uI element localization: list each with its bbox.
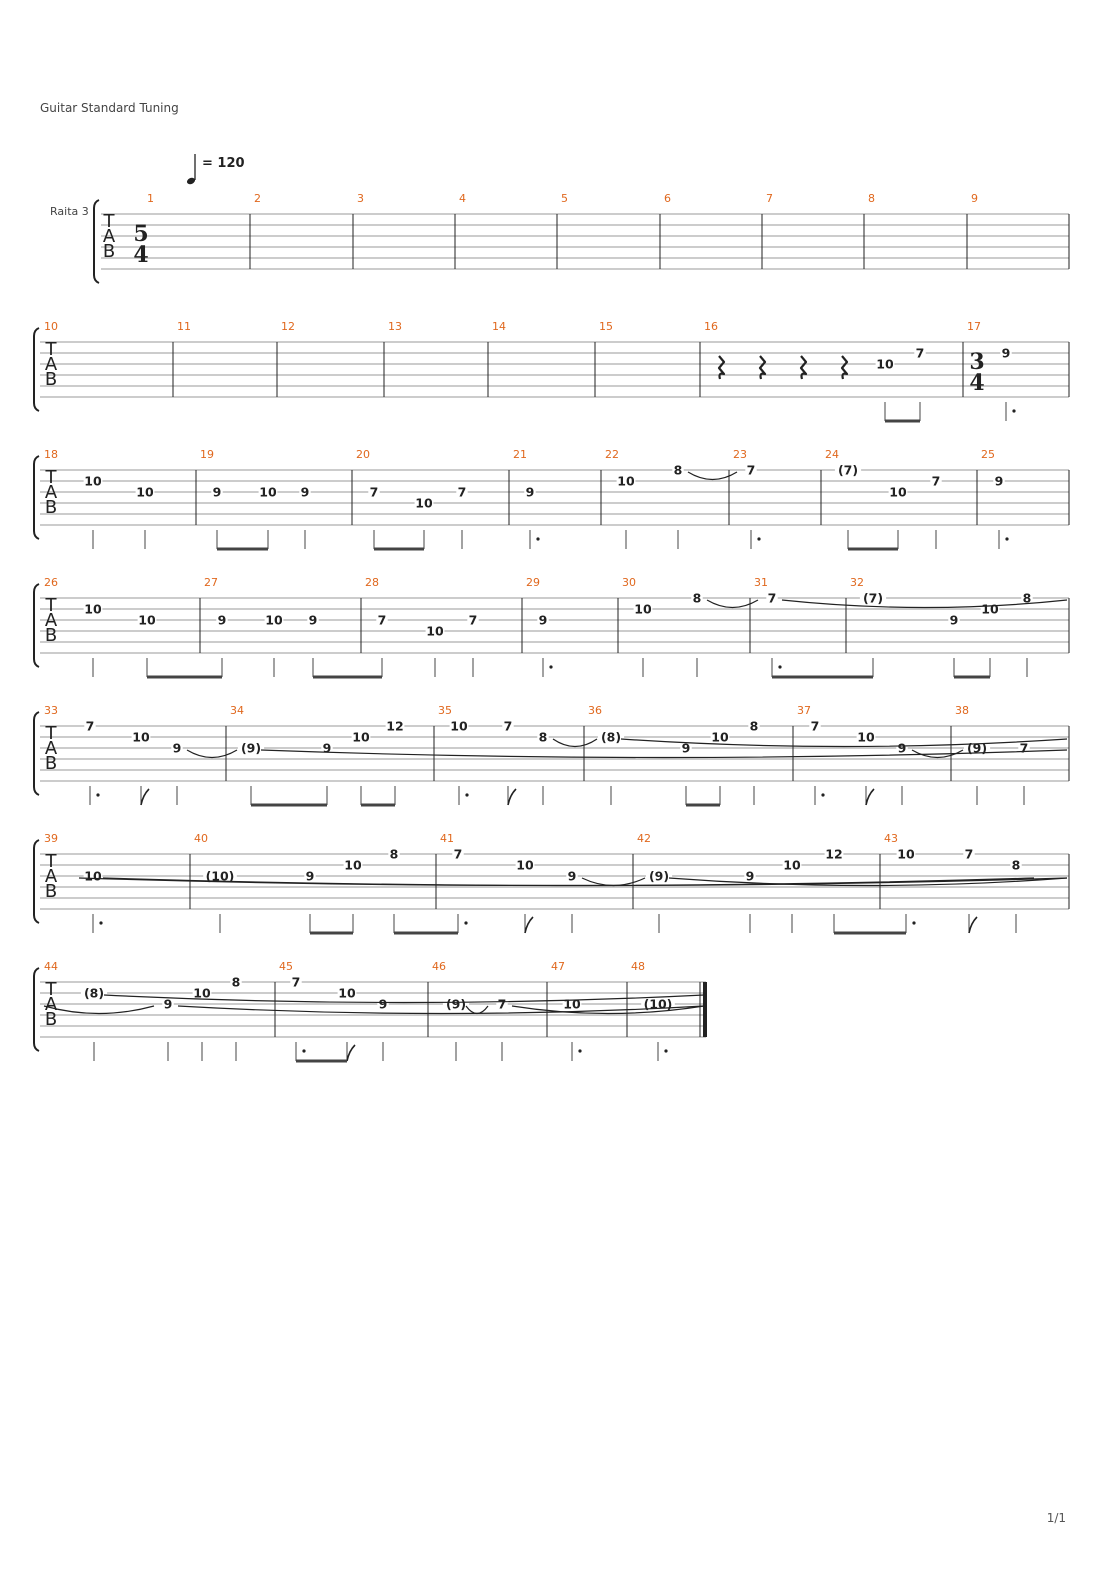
fret-number: 7	[377, 612, 387, 628]
fret-number: (9)	[240, 740, 262, 756]
measure-number: 25	[981, 448, 995, 461]
measure-number: 16	[704, 320, 718, 333]
fret-number: 7	[369, 484, 379, 500]
measure-number: 8	[868, 192, 875, 205]
fret-number: 7	[767, 590, 777, 606]
tab-clef-letter: B	[44, 1009, 58, 1030]
fret-number: 9	[897, 740, 907, 756]
tie-arc	[44, 1006, 154, 1014]
measure-number: 23	[733, 448, 747, 461]
dot	[1012, 409, 1015, 412]
fret-number: (10)	[643, 996, 673, 1012]
fret-number: (7)	[862, 590, 884, 606]
measure-number: 15	[599, 320, 613, 333]
tab-clef-letter: A	[102, 226, 116, 247]
tab-clef-letter: A	[44, 738, 58, 759]
fret-number: 7	[497, 996, 507, 1012]
tie-arc	[582, 878, 645, 886]
fret-number: 10	[415, 495, 433, 511]
tab-clef-letter: A	[44, 482, 58, 503]
measure-number: 34	[230, 704, 244, 717]
tab-clef-letter: B	[44, 753, 58, 774]
fret-number: 9	[525, 484, 535, 500]
tempo-value: = 120	[202, 156, 245, 171]
measure-number: 41	[440, 832, 454, 845]
fret-number: 9	[172, 740, 182, 756]
time-signature-bottom: 4	[969, 370, 985, 396]
fret-number: 10	[265, 612, 283, 628]
eighth-flag	[969, 917, 977, 933]
final-barline-thick	[703, 982, 707, 1037]
fret-number: 7	[915, 345, 925, 361]
measure-number: 6	[664, 192, 671, 205]
tab-clef-letter: A	[44, 994, 58, 1015]
fret-number: 10	[450, 718, 468, 734]
fret-number: 9	[322, 740, 332, 756]
measure-number: 45	[279, 960, 293, 973]
tab-clef-letter: A	[44, 866, 58, 887]
fret-number: 9	[300, 484, 310, 500]
quarter-rest-icon	[842, 356, 847, 379]
quarter-rest-icon	[760, 356, 765, 379]
tab-clef-letter: B	[44, 625, 58, 646]
fret-number: 9	[994, 473, 1004, 489]
fret-number: 8	[673, 462, 683, 478]
track-name: Raita 3	[50, 205, 89, 218]
measure-number: 31	[754, 576, 768, 589]
fret-number: 8	[538, 729, 548, 745]
fret-number: (9)	[648, 868, 670, 884]
measure-number: 47	[551, 960, 565, 973]
measure-number: 48	[631, 960, 645, 973]
dot	[912, 921, 915, 924]
tie-arc	[553, 739, 597, 747]
fret-number: 10	[617, 473, 635, 489]
dot	[96, 793, 99, 796]
eighth-flag	[141, 789, 149, 805]
fret-number: 10	[876, 356, 894, 372]
fret-number: 10	[981, 601, 999, 617]
measure-number: 40	[194, 832, 208, 845]
fret-number: 10	[338, 985, 356, 1001]
fret-number: 9	[538, 612, 548, 628]
dot	[549, 665, 552, 668]
fret-number: 9	[949, 612, 959, 628]
measure-number: 33	[44, 704, 58, 717]
measure-number: 26	[44, 576, 58, 589]
fret-number: 7	[85, 718, 95, 734]
tab-clef-letter: B	[44, 881, 58, 902]
dot	[536, 537, 539, 540]
system-bracket	[34, 712, 39, 795]
measure-number: 4	[459, 192, 466, 205]
fret-number: 8	[1022, 590, 1032, 606]
fret-number: 10	[138, 612, 156, 628]
fret-number: 10	[193, 985, 211, 1001]
fret-number: 9	[163, 996, 173, 1012]
time-signature-bottom: 4	[133, 242, 149, 268]
measure-number: 24	[825, 448, 839, 461]
fret-number: 9	[745, 868, 755, 884]
fret-number: 7	[503, 718, 513, 734]
tab-clef-letter: A	[44, 354, 58, 375]
tab-clef-letter: T	[45, 339, 57, 360]
fret-number: 8	[389, 846, 399, 862]
fret-number: 10	[889, 484, 907, 500]
tab-clef-letter: T	[103, 211, 115, 232]
fret-number: 10	[132, 729, 150, 745]
fret-number: 7	[457, 484, 467, 500]
system-bracket	[34, 584, 39, 667]
system-bracket	[34, 840, 39, 923]
measure-number: 32	[850, 576, 864, 589]
dot	[465, 793, 468, 796]
dot	[99, 921, 102, 924]
tuning-label: Guitar Standard Tuning	[40, 101, 179, 115]
tab-clef-letter: T	[45, 723, 57, 744]
measure-number: 12	[281, 320, 295, 333]
eighth-flag	[347, 1045, 355, 1061]
fret-number: (9)	[966, 740, 988, 756]
fret-number: 8	[231, 974, 241, 990]
tab-clef-letter: A	[44, 610, 58, 631]
dot	[578, 1049, 581, 1052]
measure-number: 19	[200, 448, 214, 461]
quarter-rest-icon	[801, 356, 806, 379]
fret-number: 9	[308, 612, 318, 628]
fret-number: 7	[1019, 740, 1029, 756]
fret-number: 9	[305, 868, 315, 884]
eighth-flag	[508, 789, 516, 805]
fret-number: 7	[746, 462, 756, 478]
measure-number: 38	[955, 704, 969, 717]
measure-number: 30	[622, 576, 636, 589]
dot	[1005, 537, 1008, 540]
fret-number: 12	[825, 846, 843, 862]
measure-number: 22	[605, 448, 619, 461]
fret-number: (10)	[205, 868, 235, 884]
measure-number: 43	[884, 832, 898, 845]
fret-number: 7	[291, 974, 301, 990]
fret-number: 9	[217, 612, 227, 628]
fret-number: 10	[84, 473, 102, 489]
measure-number: 46	[432, 960, 446, 973]
measure-number: 1	[147, 192, 154, 205]
measure-number: 7	[766, 192, 773, 205]
fret-number: 10	[344, 857, 362, 873]
fret-number: 7	[810, 718, 820, 734]
system-bracket	[34, 456, 39, 539]
measure-number: 36	[588, 704, 602, 717]
dot	[778, 665, 781, 668]
measure-number: 17	[967, 320, 981, 333]
tie-arc	[688, 472, 737, 480]
fret-number: 10	[897, 846, 915, 862]
measure-number: 44	[44, 960, 58, 973]
fret-number: 8	[1011, 857, 1021, 873]
fret-number: 7	[964, 846, 974, 862]
dot	[302, 1049, 305, 1052]
tie-arc	[178, 1006, 704, 1014]
tab-clef-letter: B	[44, 369, 58, 390]
fret-number: 7	[468, 612, 478, 628]
fret-number: 9	[212, 484, 222, 500]
tab-clef-letter: T	[45, 467, 57, 488]
eighth-flag	[866, 789, 874, 805]
fret-number: 9	[378, 996, 388, 1012]
fret-number: 10	[563, 996, 581, 1012]
fret-number: 9	[1001, 345, 1011, 361]
measure-number: 9	[971, 192, 978, 205]
fret-number: 10	[426, 623, 444, 639]
measure-number: 11	[177, 320, 191, 333]
measure-number: 37	[797, 704, 811, 717]
tab-clef-letter: T	[45, 979, 57, 1000]
fret-number: 10	[711, 729, 729, 745]
tab-clef-letter: T	[45, 595, 57, 616]
fret-number: 7	[453, 846, 463, 862]
measure-number: 21	[513, 448, 527, 461]
measure-number: 20	[356, 448, 370, 461]
dot	[757, 537, 760, 540]
quarter-rest-icon	[719, 356, 724, 379]
system-bracket	[94, 200, 99, 283]
fret-number: 7	[931, 473, 941, 489]
tie-arc	[466, 1006, 488, 1014]
tab-clef-letter: T	[45, 851, 57, 872]
tab-clef-letter: B	[44, 497, 58, 518]
measure-number: 28	[365, 576, 379, 589]
fret-number: 10	[634, 601, 652, 617]
fret-number: 10	[84, 868, 102, 884]
fret-number: 9	[567, 868, 577, 884]
fret-number: (7)	[837, 462, 859, 478]
dot	[464, 921, 467, 924]
measure-number: 5	[561, 192, 568, 205]
tab-clef-letter: B	[102, 241, 116, 262]
measure-number: 29	[526, 576, 540, 589]
dot	[664, 1049, 667, 1052]
measure-number: 10	[44, 320, 58, 333]
dot	[821, 793, 824, 796]
fret-number: 10	[259, 484, 277, 500]
measure-number: 35	[438, 704, 452, 717]
tie-arc	[187, 750, 237, 758]
fret-number: 10	[352, 729, 370, 745]
fret-number: 10	[136, 484, 154, 500]
fret-number: 9	[681, 740, 691, 756]
fret-number: 10	[857, 729, 875, 745]
system-bracket	[34, 968, 39, 1051]
fret-number: 10	[783, 857, 801, 873]
time-signature-top: 3	[969, 349, 985, 375]
time-signature-top: 5	[133, 221, 149, 247]
measure-number: 18	[44, 448, 58, 461]
eighth-flag	[525, 917, 533, 933]
fret-number: 10	[84, 601, 102, 617]
measure-number: 39	[44, 832, 58, 845]
fret-number: 12	[386, 718, 404, 734]
fret-number: (8)	[600, 729, 622, 745]
fret-number: 8	[692, 590, 702, 606]
measure-number: 13	[388, 320, 402, 333]
fret-number: (9)	[445, 996, 467, 1012]
fret-number: 10	[516, 857, 534, 873]
measure-number: 27	[204, 576, 218, 589]
measure-number: 14	[492, 320, 506, 333]
measure-number: 2	[254, 192, 261, 205]
system-bracket	[34, 328, 39, 411]
page-number: 1/1	[1046, 1511, 1066, 1525]
fret-number: 8	[749, 718, 759, 734]
measure-number: 3	[357, 192, 364, 205]
fret-number: (8)	[83, 985, 105, 1001]
measure-number: 42	[637, 832, 651, 845]
